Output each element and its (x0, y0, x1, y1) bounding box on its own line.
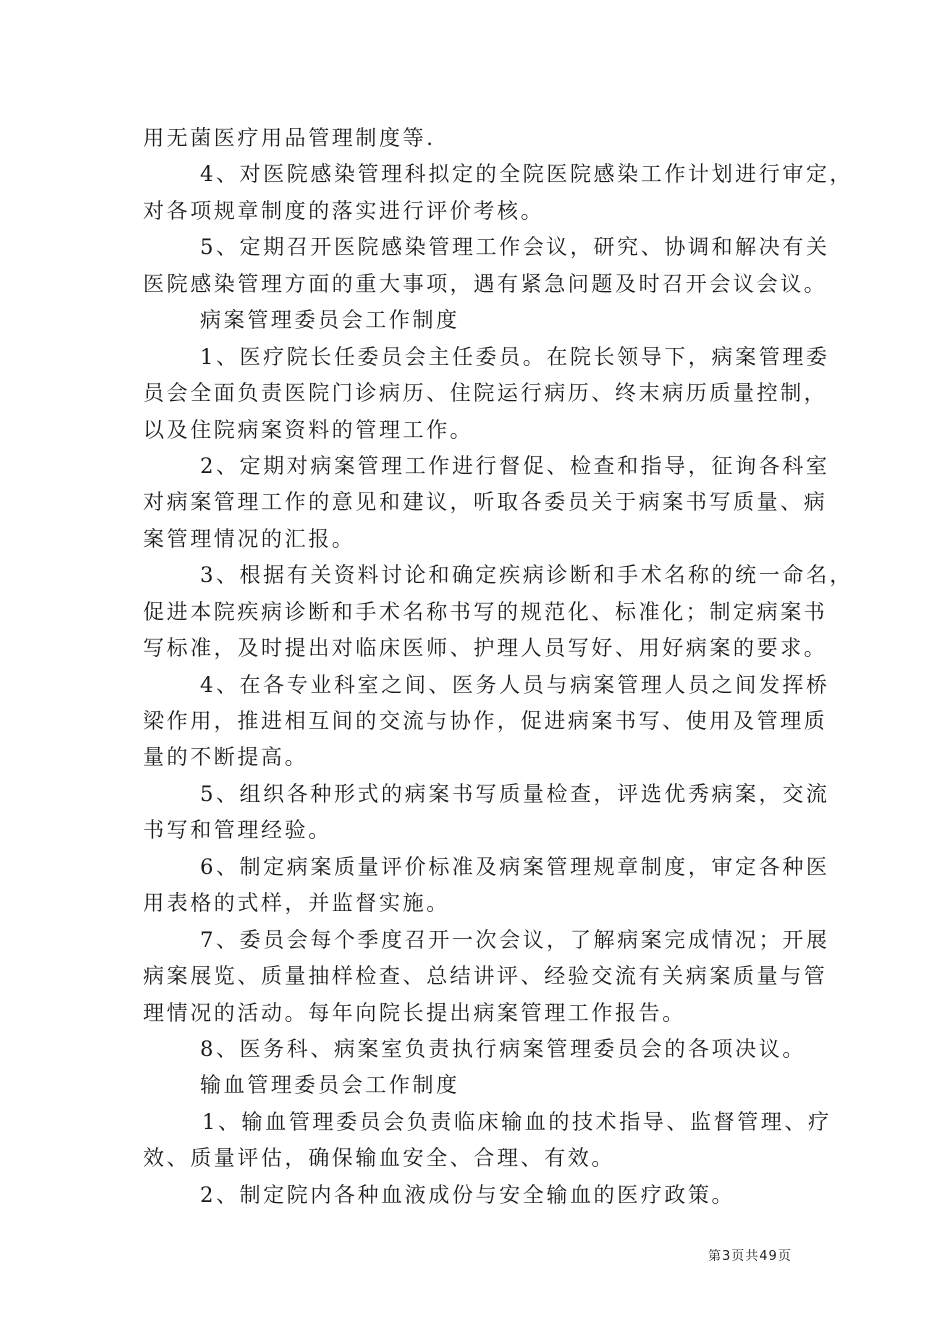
text-line: 以及住院病案资料的管理工作。 (143, 417, 474, 442)
text-line: 员会全面负责医院门诊病历、住院运行病历、终末病历质量控制， (143, 381, 828, 406)
text-line: 梁作用，推进相互间的交流与协作，促进病案书写、使用及管理质 (143, 709, 828, 733)
text-line: 量的不断提高。 (143, 745, 309, 770)
text-line: 1、医疗院长任委员会主任委员。在院长领导下，病案管理委 (200, 344, 830, 369)
text-line: 对各项规章制度的落实进行评价考核。 (143, 198, 545, 223)
text-line: 7、委员会每个季度召开一次会议，了解病案完成情况；开展 (200, 927, 830, 952)
section-heading: 病案管理委员会工作制度 (200, 308, 460, 333)
text-line: 医院感染管理方面的重大事项，遇有紧急问题及时召开会议会议。 (143, 271, 828, 296)
text-line: 用无菌医疗用品管理制度等. (143, 126, 436, 150)
text-line: 写标准，及时提出对临床医师、护理人员写好、用好病案的要求。 (143, 636, 828, 661)
text-line: 3、根据有关资料讨论和确定疾病诊断和手术名称的统一命名， (200, 563, 854, 588)
text-line: 4、在各专业科室之间、医务人员与病案管理人员之间发挥桥 (200, 672, 830, 697)
text-line: 4、对医院感染管理科拟定的全院医院感染工作计划进行审定， (200, 162, 854, 187)
text-line: 5、组织各种形式的病案书写质量检查，评选优秀病案，交流 (200, 781, 830, 806)
text-line: 理情况的活动。每年向院长提出病案管理工作报告。 (143, 1000, 686, 1025)
text-line: 1、输血管理委员会负责临床输血的技术指导、监督管理、疗 (202, 1109, 832, 1134)
text-line: 病案展览、质量抽样检查、总结讲评、经验交流有关病案质量与管 (143, 964, 828, 989)
page-number-footer: 第3页共49页 (708, 1249, 792, 1264)
text-line: 6、制定病案质量评价标准及病案管理规章制度，审定各种医 (200, 854, 830, 879)
text-line: 2、制定院内各种血液成份与安全输血的医疗政策。 (200, 1182, 736, 1207)
text-line: 书写和管理经验。 (143, 818, 332, 843)
text-line: 2、定期对病案管理工作进行督促、检查和指导，征询各科室 (200, 453, 830, 478)
text-line: 对病案管理工作的意见和建议，听取各委员关于病案书写质量、病 (143, 490, 828, 515)
section-heading: 输血管理委员会工作制度 (200, 1073, 460, 1098)
text-line: 效、质量评估，确保输血安全、合理、有效。 (143, 1146, 615, 1171)
text-line: 促进本院疾病诊断和手术名称书写的规范化、标准化；制定病案书 (143, 599, 828, 624)
text-line: 用表格的式样，并监督实施。 (143, 891, 450, 916)
text-line: 案管理情况的汇报。 (143, 526, 356, 551)
text-line: 8、医务科、病案室负责执行病案管理委员会的各项决议。 (200, 1036, 806, 1061)
text-line: 5、定期召开医院感染管理工作会议，研究、协调和解决有关 (200, 235, 830, 260)
document-body (143, 120, 854, 1213)
